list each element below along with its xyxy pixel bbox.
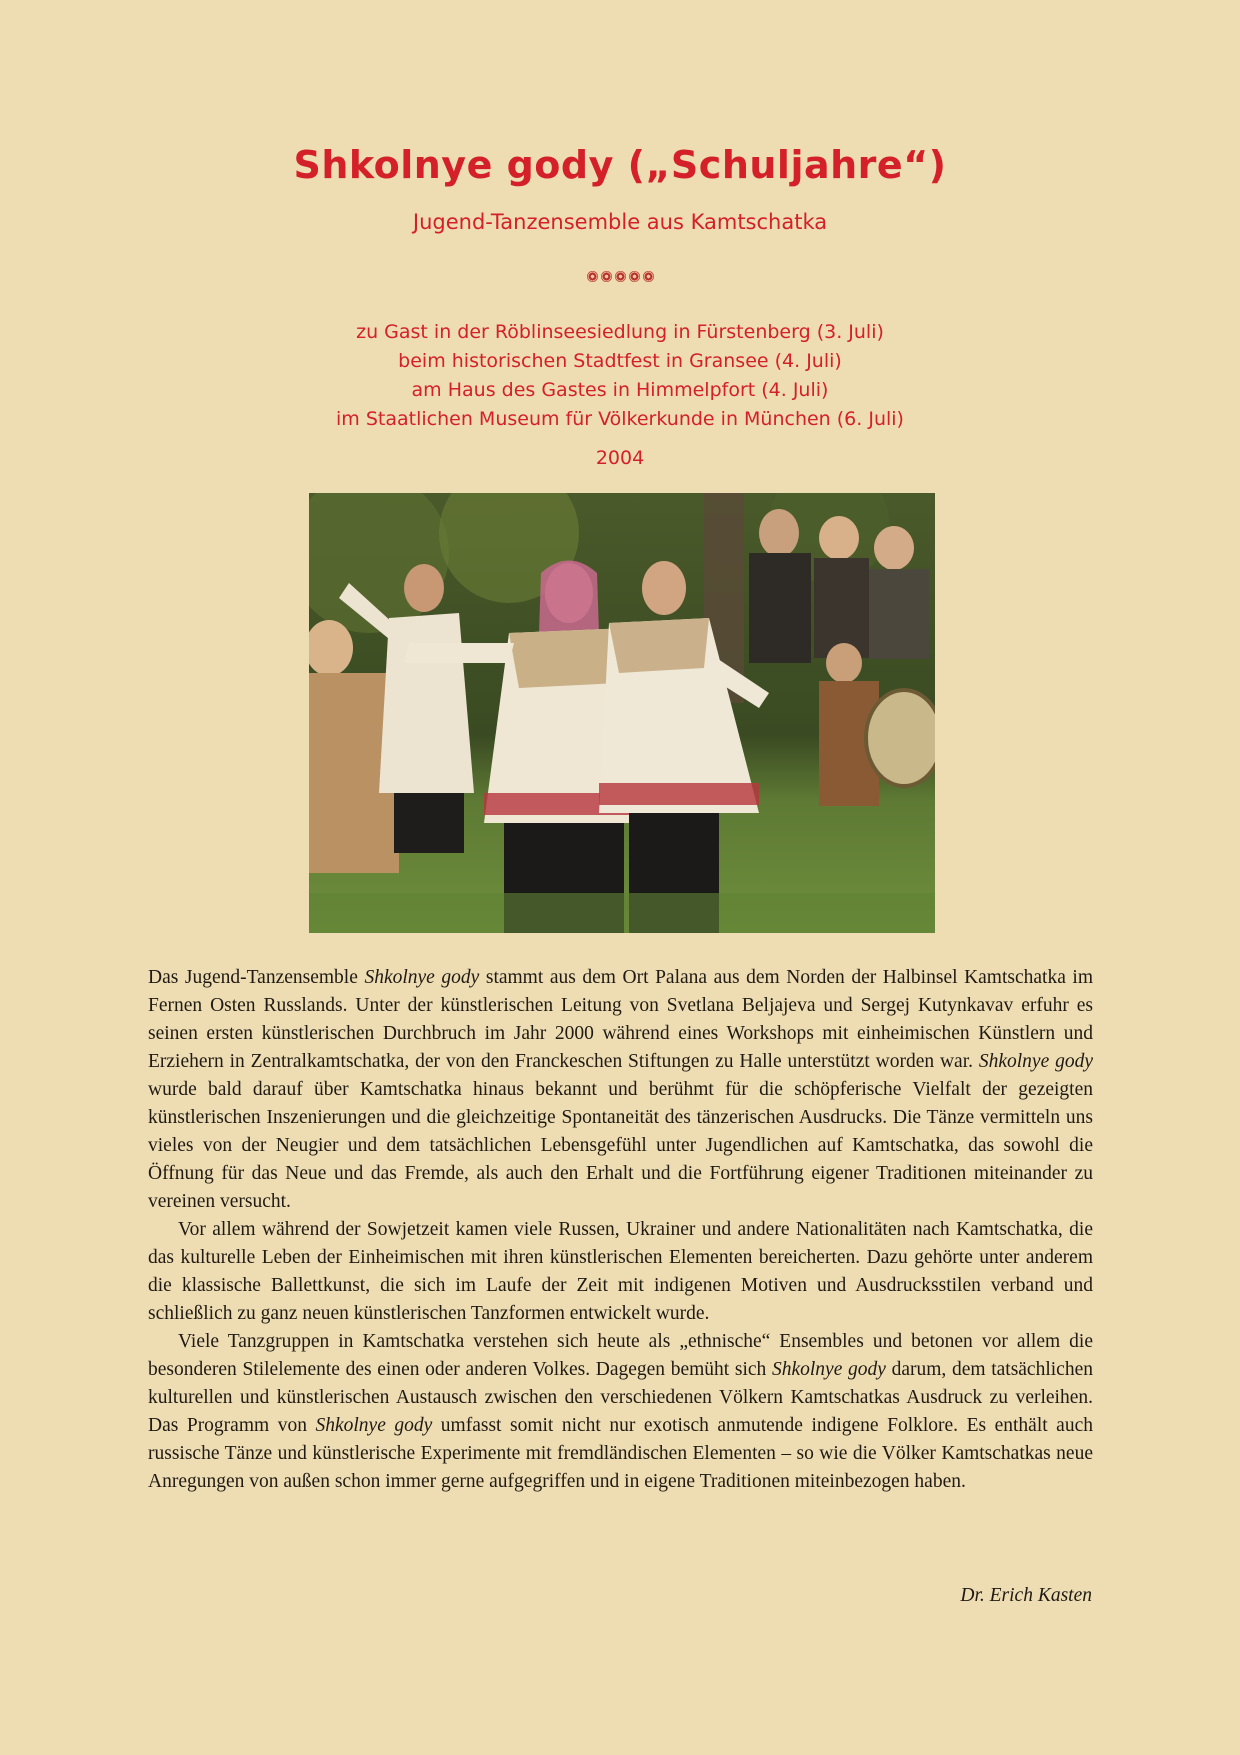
article-body — [148, 964, 1093, 1496]
text-run: darum, dem tatsächlichen kulturellen und künstlerischen Austausch zwischen den verschiedenen Völkern Kamtschatkas Ausdruck zu verleihen. Das Programm von — [148, 1359, 1093, 1436]
ensemble-name: Shkolnye gody — [315, 1415, 433, 1436]
ensemble-name: Shkolnye gody — [978, 1051, 1093, 1072]
flower-ornament-icon — [643, 271, 654, 282]
article-paragraph — [148, 1328, 1093, 1496]
ensemble-name: Shkolnye gody — [771, 1359, 886, 1380]
year-label: 2004 — [595, 447, 645, 469]
venue-line: beim historischen Stadtfest in Gransee (4. Juli) — [398, 350, 842, 372]
flower-ornament-icon — [601, 271, 612, 282]
flower-ornament-icon — [629, 271, 640, 282]
ensemble-name: Shkolnye gody — [364, 967, 480, 988]
ornament-divider — [0, 271, 1240, 282]
text-run: Viele Tanzgruppen in Kamtschatka verstehen sich heute als „ethnische“ Ensembles und betonen vor allem die besonderen Stilelemente des einen oder anderen Volkes. Dagegen bemüht sich — [148, 1331, 1093, 1380]
venue-list — [0, 318, 1240, 434]
text-run: umfasst somit nicht nur exotisch anmutende indigene Folklore. Es enthält auch russische Tänze und künstlerische Experimente mit fremdländischen Elementen – so wie die Völker Kamtschatkas neue Anregungen von außen schon immer gerne aufgegriffen und in eigene Traditionen miteinbezogen haben. — [148, 1415, 1093, 1492]
flower-ornament-icon — [587, 271, 598, 282]
venue-line: zu Gast in der Röblinseesiedlung in Fürstenberg (3. Juli) — [356, 321, 884, 343]
text-run: wurde bald darauf über Kamtschatka hinaus bekannt und berühmt für die schöpferische Vielfalt der gezeigten künstlerischen Inszenierungen und die gleichzeitige Spontaneität des tänzerischen Ausdrucks. Die Tänze vermitteln uns vieles von der Neugier und dem tatsächlichen Lebensgefühl unter Jugendlichen auf Kamtschatka, das sowohl die Öffnung für das Neue und das Fremde, als auch den Erhalt und die Fortführung eigener Traditionen miteinander zu vereinen versucht. — [148, 1079, 1093, 1212]
flower-ornament-icon — [615, 271, 626, 282]
text-run: stammt aus dem Ort Palana aus dem Norden der Halbinsel Kamtschatka im Fernen Osten Russlands. Unter der künstlerischen Leitung von Svetlana Beljajeva und Sergej Kutynkavav erfuhr es seinen ersten künstlerischen Durchbruch im Jahr 2000 während eines Workshops mit einheimischen Künstlern und Erziehern in Zentralkamtschatka, der von den Franckeschen Stiftungen zu Halle unterstützt worden war. — [148, 967, 1094, 1072]
page-title: Shkolnye gody („Schuljahre“) — [293, 143, 947, 187]
page-subtitle: Jugend-Tanzensemble aus Kamtschatka — [412, 210, 828, 234]
article-paragraph: Vor allem während der Sowjetzeit kamen viele Russen, Ukrainer und andere Nationalitäten nach Kamtschatka, die das kulturelle Leben der Einheimischen mit ihren künstlerischen Elementen bereicherten. Dazu gehörte unter anderem die klassische Ballettkunst, die sich im Laufe der Zeit mit indigenen Motiven und Ausdrucksstilen verband und schließlich zu ganz neuen künstlerischen Tanzformen entwickelt wurde. — [148, 1219, 1093, 1324]
article-paragraph — [148, 964, 1093, 1216]
dancers-photo — [309, 493, 935, 933]
venue-line: im Staatlichen Museum für Völkerkunde in München (6. Juli) — [336, 408, 904, 430]
author-signature: Dr. Erich Kasten — [960, 1585, 1092, 1606]
venue-line: am Haus des Gastes in Himmelpfort (4. Juli) — [411, 379, 829, 401]
text-run: Das Jugend-Tanzensemble — [148, 967, 365, 988]
